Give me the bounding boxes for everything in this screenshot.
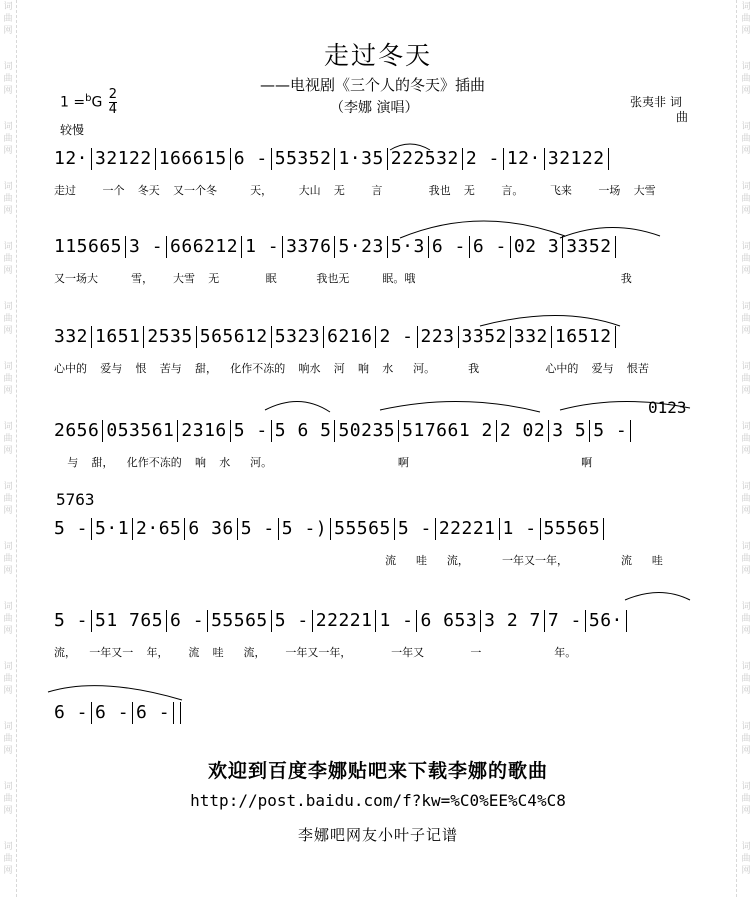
watermark-char: 网 xyxy=(3,446,13,456)
watermark-char: 词 xyxy=(741,182,751,192)
lyrics-line: 与 甜， 化作不冻的 响 水 河。 啊 啊 xyxy=(54,456,593,469)
measure: 5·3 xyxy=(390,236,425,257)
watermark-char: 曲 xyxy=(3,74,13,84)
watermark-char: 词 xyxy=(741,302,751,312)
watermark-char: 曲 xyxy=(741,74,751,84)
time-numerator: 2 xyxy=(108,87,118,102)
watermark-char: 词 xyxy=(741,842,751,852)
watermark-char: 曲 xyxy=(741,434,751,444)
watermark-char: 词 xyxy=(3,482,13,492)
watermark-char: 词 xyxy=(741,782,751,792)
measure: 6 653 xyxy=(420,610,478,631)
measure: 1651 xyxy=(95,326,141,347)
watermark-char: 网 xyxy=(741,446,751,456)
measure: 5·1 xyxy=(95,518,130,539)
measure: 115665 xyxy=(54,236,123,257)
watermark-char: 曲 xyxy=(741,254,751,264)
watermark-char: 词 xyxy=(3,782,13,792)
watermark-char: 曲 xyxy=(741,314,751,324)
watermark-char: 词 xyxy=(741,422,751,432)
measure: 5 - xyxy=(397,518,432,539)
lyrics-line: 走过 一个 冬天 又一个冬 天， 大山 无 言 我也 无 言。 飞来 一场 大雪 xyxy=(54,184,656,197)
measure: 50235 xyxy=(338,420,396,441)
watermark-char: 词 xyxy=(3,422,13,432)
watermark-char: 曲 xyxy=(3,314,13,324)
tempo-marking: 较慢 xyxy=(60,123,85,137)
watermark-char: 网 xyxy=(741,686,751,696)
key-note: G xyxy=(91,94,103,111)
measure: 6 - xyxy=(95,702,130,723)
time-denominator: 4 xyxy=(108,102,118,117)
measure: 5 - xyxy=(240,518,275,539)
watermark-char: 词 xyxy=(3,542,13,552)
measure: 6 - xyxy=(431,236,466,257)
watermark-char: 曲 xyxy=(3,554,13,564)
measure: 22221 xyxy=(438,518,496,539)
lyrics-line: 流 哇 流， 一年又一年， 流 哇 xyxy=(54,554,663,567)
measure: 55565 xyxy=(334,518,391,539)
watermark-char: 曲 xyxy=(741,374,751,384)
watermark-char: 词 xyxy=(741,62,751,72)
watermark-char: 网 xyxy=(741,746,751,756)
watermark-char: 网 xyxy=(741,266,751,276)
watermark-char: 网 xyxy=(3,326,13,336)
watermark-char: 曲 xyxy=(3,434,13,444)
measure: 3352 xyxy=(461,326,507,347)
watermark-char: 曲 xyxy=(741,614,751,624)
watermark-char: 词 xyxy=(3,602,13,612)
watermark-char: 词 xyxy=(3,842,13,852)
measure: 6 - xyxy=(472,236,507,257)
song-subtitle: ——电视剧《三个人的冬天》插曲 xyxy=(260,76,486,94)
watermark-char: 网 xyxy=(741,146,751,156)
watermark-char: 网 xyxy=(3,746,13,756)
lyrics-line: 流， 一年又一 年， 流 哇 流， 一年又一年， 一年又 一 年。 xyxy=(54,646,577,659)
watermark-char: 曲 xyxy=(741,674,751,684)
footer-url: http://post.baidu.com/f?kw=%C0%EE%C4%C8 xyxy=(190,791,566,810)
measure: 2·65 xyxy=(136,518,182,539)
watermark-char: 词 xyxy=(741,542,751,552)
watermark-char: 网 xyxy=(3,26,13,36)
watermark-char: 词 xyxy=(3,362,13,372)
lyricist-credit: 张夷非 词 xyxy=(630,95,682,109)
measure: 6216 xyxy=(327,326,373,347)
watermark-char: 网 xyxy=(741,326,751,336)
lyrics-line: 心中的 爱与 恨 苦与 甜， 化作不冻的 响水 河 响 水 河。 我 心中的 爱与 恨苦 xyxy=(54,362,649,375)
watermark-char: 曲 xyxy=(741,794,751,804)
watermark-char: 曲 xyxy=(741,854,751,864)
measure: 2 02 xyxy=(499,420,546,441)
watermark-char: 曲 xyxy=(3,674,13,684)
watermark-char: 词 xyxy=(3,2,13,12)
measure: 16512 xyxy=(554,326,612,347)
measure: 6 - xyxy=(136,702,171,723)
watermark-char: 词 xyxy=(3,182,13,192)
upper-voice-notes: 0123 xyxy=(648,398,687,417)
watermark-char: 词 xyxy=(3,122,13,132)
watermark-char: 曲 xyxy=(741,554,751,564)
footer-credit: 李娜吧网友小叶子记谱 xyxy=(297,826,458,844)
measure: 6 36 xyxy=(188,518,234,539)
watermark-char: 曲 xyxy=(3,194,13,204)
measure: 2535 xyxy=(147,326,193,347)
measure: 1 - xyxy=(245,236,280,257)
measure: 3 2 7 xyxy=(484,610,541,631)
lyrics-line: 又一场大 雪， 大雪 无 眠 我也无 眠。哦 我 xyxy=(54,272,632,285)
measure: 222532 xyxy=(390,148,459,169)
watermark-char: 曲 xyxy=(3,254,13,264)
watermark-char: 网 xyxy=(3,506,13,516)
watermark-char: 网 xyxy=(741,626,751,636)
measure: 02 3 xyxy=(513,236,560,257)
watermark-char: 网 xyxy=(741,806,751,816)
measure: 6 - xyxy=(54,702,89,723)
watermark-char: 网 xyxy=(3,386,13,396)
measure: 666212 xyxy=(170,236,239,257)
measure: 2 - xyxy=(379,326,414,347)
watermark-char: 网 xyxy=(3,86,13,96)
upper-voice-notes: 5763 xyxy=(56,490,95,509)
measure: 6 - xyxy=(170,610,205,631)
measure: 3 - xyxy=(129,236,164,257)
singer-line: （李娜 演唱） xyxy=(330,100,419,116)
measure: 2 - xyxy=(465,148,500,169)
measure: 053561 xyxy=(106,420,175,441)
measure: 1 - xyxy=(502,518,537,539)
watermark-char: 网 xyxy=(3,806,13,816)
watermark-char: 词 xyxy=(741,482,751,492)
measure: 32122 xyxy=(95,148,152,169)
measure: 223 xyxy=(420,326,455,347)
watermark-char: 词 xyxy=(3,722,13,732)
watermark-char: 网 xyxy=(741,386,751,396)
watermark-char: 曲 xyxy=(3,614,13,624)
key-prefix: 1 = xyxy=(60,94,86,111)
song-title: 走过冬天 xyxy=(323,41,432,70)
watermark-char: 曲 xyxy=(3,494,13,504)
watermark-char: 网 xyxy=(741,86,751,96)
measure: 3 5 xyxy=(552,420,587,441)
measure: 5 -) xyxy=(281,518,328,539)
measure: 6 - xyxy=(233,148,268,169)
watermark-char: 词 xyxy=(3,242,13,252)
measure: 5 - xyxy=(274,610,309,631)
watermark-char: 词 xyxy=(3,662,13,672)
watermark-char: 曲 xyxy=(3,134,13,144)
watermark-char: 曲 xyxy=(3,734,13,744)
measure: 51 765 xyxy=(95,610,164,631)
watermark-char: 网 xyxy=(741,566,751,576)
watermark-char: 网 xyxy=(3,146,13,156)
watermark-char: 网 xyxy=(3,866,13,876)
measure: 1 - xyxy=(379,610,414,631)
watermark-char: 词 xyxy=(741,362,751,372)
watermark-char: 词 xyxy=(741,722,751,732)
measure: 332 xyxy=(513,326,548,347)
measure: 55565 xyxy=(543,518,601,539)
measure: 3376 xyxy=(286,236,332,257)
measure: 5 6 5 xyxy=(274,420,332,441)
measure: 22221 xyxy=(315,610,373,631)
watermark-char: 曲 xyxy=(3,14,13,24)
watermark-char: 词 xyxy=(741,122,751,132)
watermark-char: 曲 xyxy=(741,494,751,504)
watermark-char: 词 xyxy=(741,602,751,612)
measure: 12· xyxy=(54,148,89,169)
measure: 5 - xyxy=(593,420,628,441)
measure: 565612 xyxy=(199,326,268,347)
measure: 5 - xyxy=(54,518,89,539)
watermark-char: 网 xyxy=(3,266,13,276)
watermark-char: 网 xyxy=(3,686,13,696)
watermark-char: 曲 xyxy=(3,854,13,864)
watermark-char: 词 xyxy=(741,2,751,12)
measure: 7 - xyxy=(547,610,582,631)
measure: 5·23 xyxy=(338,236,384,257)
watermark-char: 网 xyxy=(3,566,13,576)
watermark-char: 网 xyxy=(3,626,13,636)
footer-headline: 欢迎到百度李娜贴吧来下载李娜的歌曲 xyxy=(207,760,548,782)
measure: 2316 xyxy=(181,420,227,441)
measure: 5 - xyxy=(54,610,89,631)
measure: 5323 xyxy=(274,326,321,347)
measure: 55352 xyxy=(274,148,332,169)
measure: 32122 xyxy=(547,148,605,169)
watermark-char: 词 xyxy=(3,62,13,72)
measure: 55565 xyxy=(211,610,268,631)
watermark-char: 曲 xyxy=(3,794,13,804)
flat-sign: b xyxy=(85,92,92,104)
measure: 3352 xyxy=(566,236,612,257)
watermark-char: 词 xyxy=(741,662,751,672)
measure: 5 - xyxy=(233,420,268,441)
watermark-char: 曲 xyxy=(741,734,751,744)
measure: 332 xyxy=(54,326,89,347)
watermark-char: 词 xyxy=(3,302,13,312)
measure: 1·35 xyxy=(338,148,384,169)
measure: 166615 xyxy=(158,148,227,169)
measure: 56· xyxy=(588,610,623,631)
composer-credit: 曲 xyxy=(676,110,689,124)
watermark-char: 网 xyxy=(741,866,751,876)
watermark-char: 网 xyxy=(741,26,751,36)
measure: 517661 2 xyxy=(402,420,493,441)
watermark-char: 曲 xyxy=(741,194,751,204)
watermark-char: 网 xyxy=(3,206,13,216)
watermark-char: 曲 xyxy=(741,134,751,144)
measure: 12· xyxy=(506,148,541,169)
watermark-char: 曲 xyxy=(741,14,751,24)
watermark-char: 网 xyxy=(741,206,751,216)
watermark-char: 曲 xyxy=(3,374,13,384)
watermark-char: 词 xyxy=(741,242,751,252)
watermark-char: 网 xyxy=(741,506,751,516)
measure: 2656 xyxy=(54,420,100,441)
